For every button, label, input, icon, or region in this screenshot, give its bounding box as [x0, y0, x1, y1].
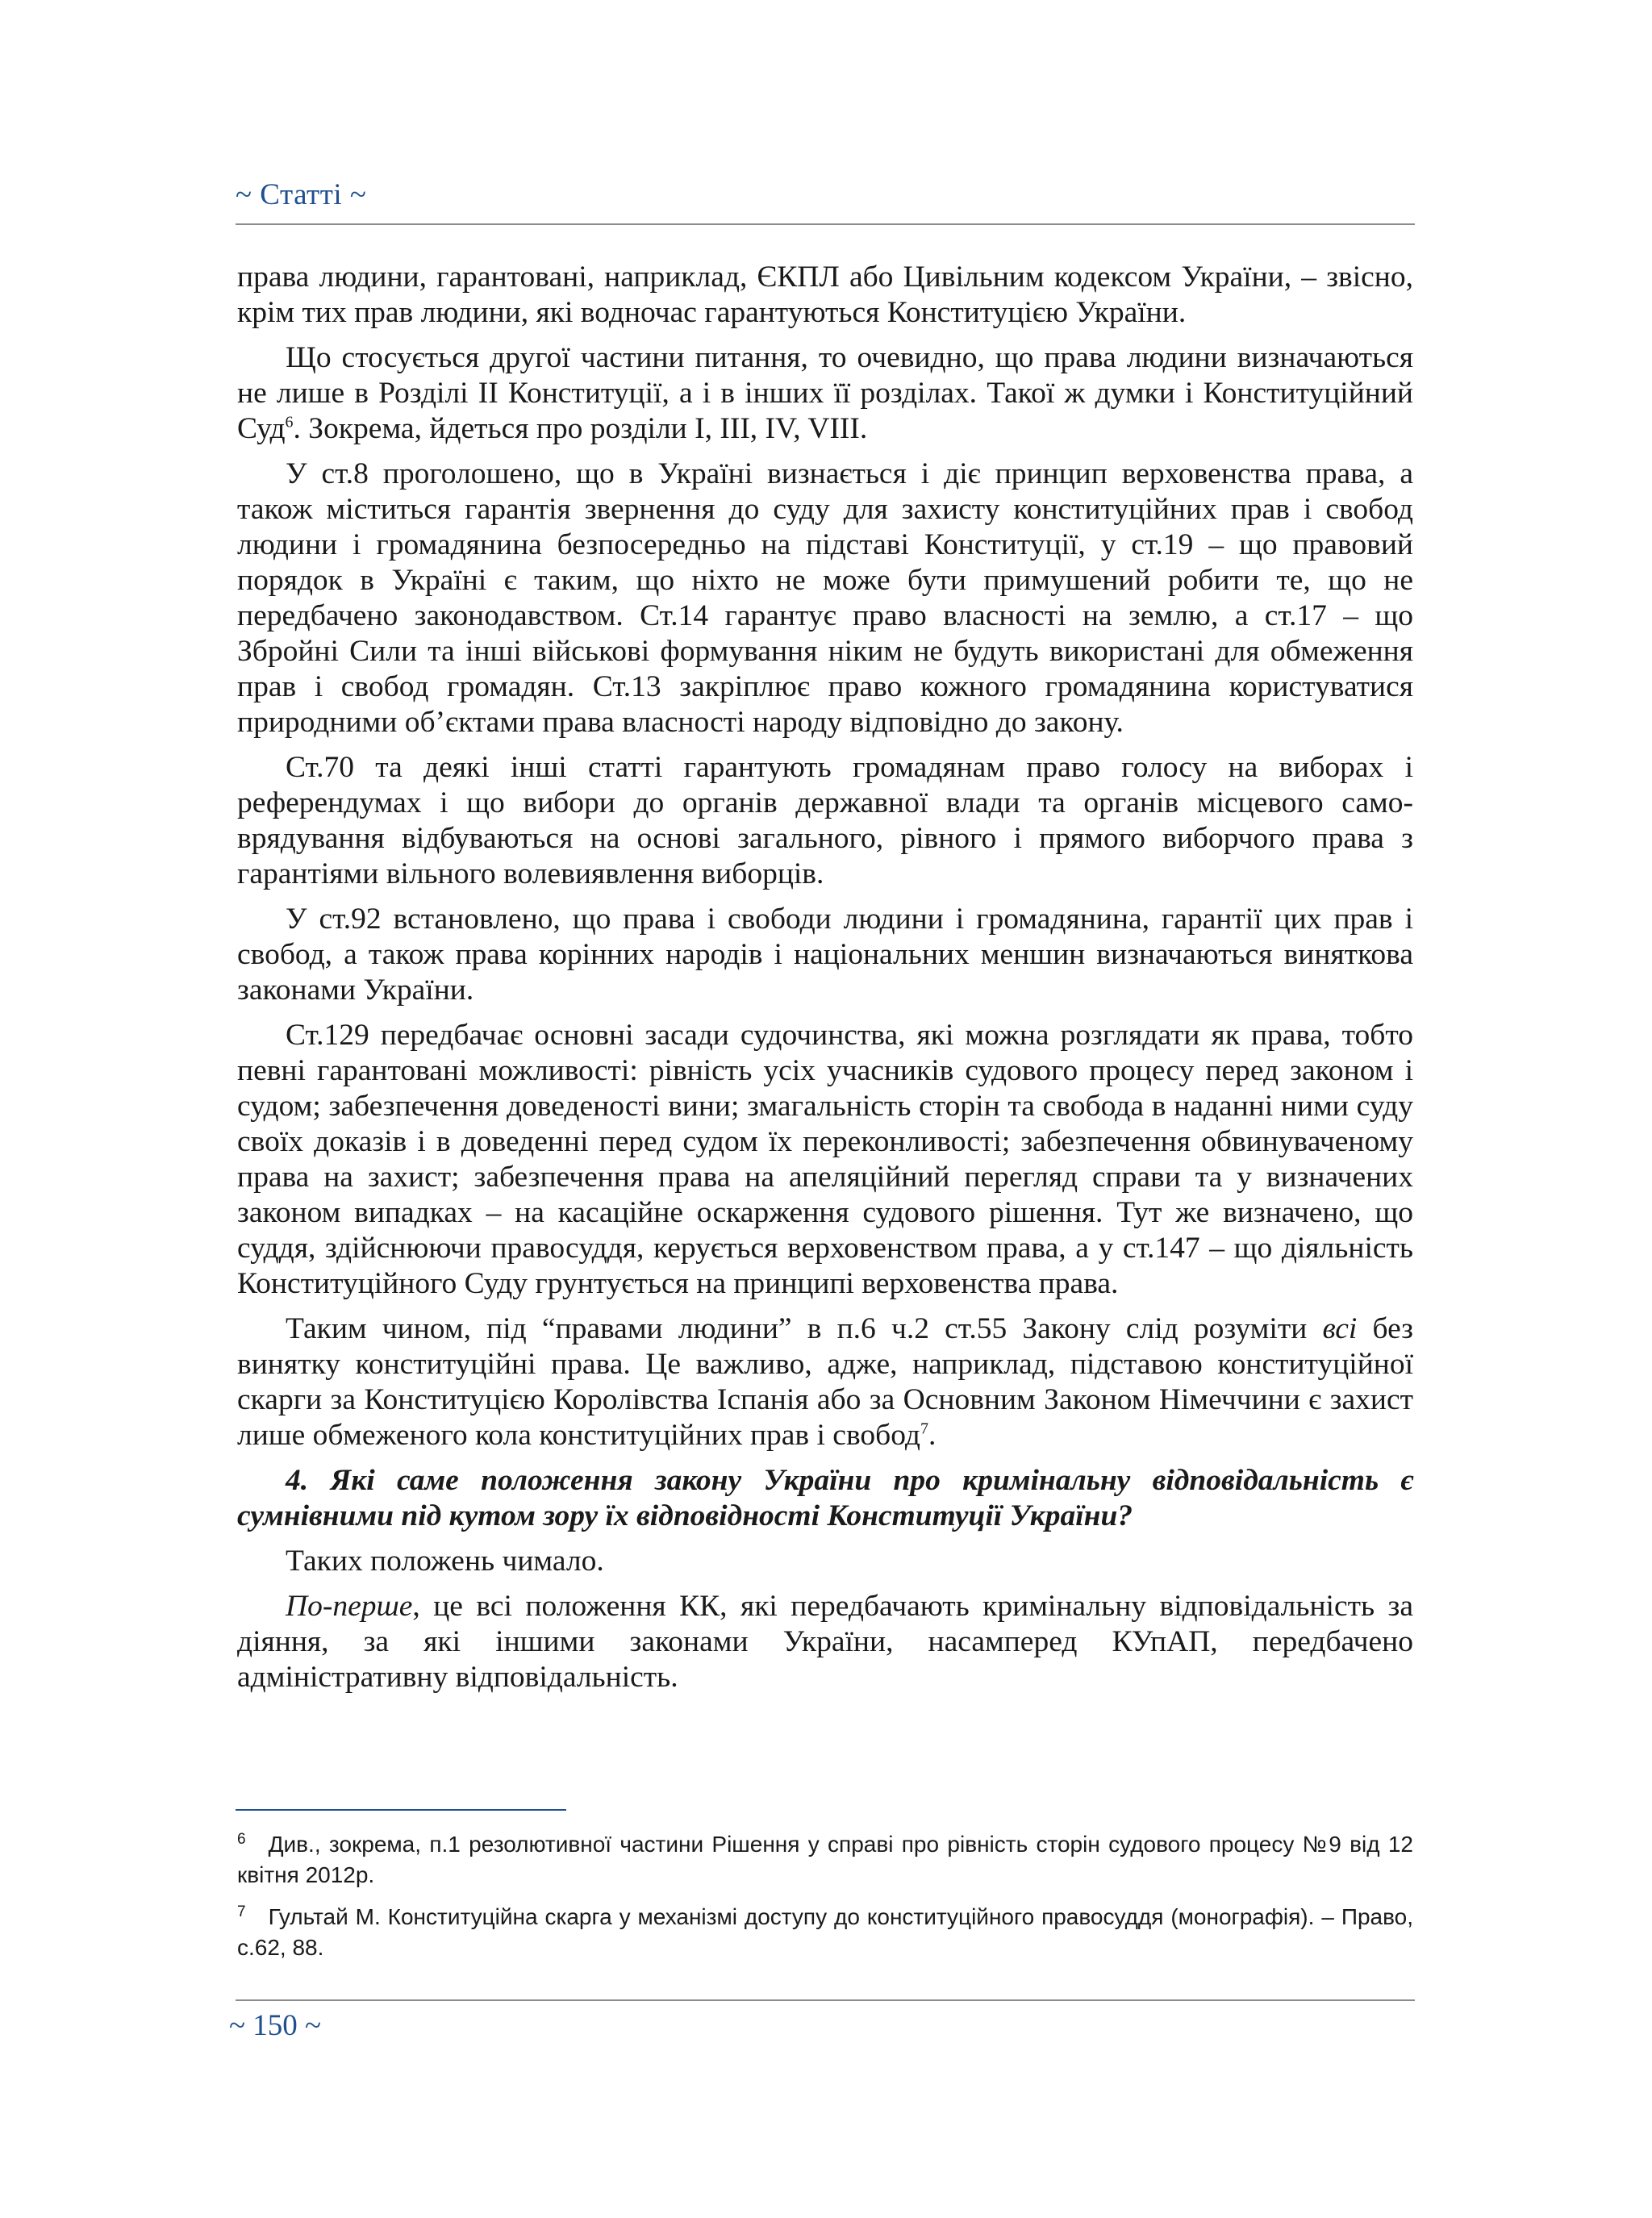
paragraph-2-text-b: . Зокрема, йдеться про розділи І, ІІІ, IV, VIII.: [293, 412, 868, 445]
paragraph-7-text-a: Таким чином, під “правами людини” в п.6 ч.2 ст.55 Закону слід розуміти: [286, 1312, 1323, 1345]
footnote-ref-7[interactable]: 7: [920, 1420, 928, 1438]
paragraph-7-text-b: без винятку конституційні права. Це важливо, адже, наприклад, підставою конституційної скарги за Конституцією Королівства Іспанія або за Основним Законом Німеччини є захист лише обмеженого кола конституційних прав і свобод: [237, 1312, 1413, 1452]
footer-rule: [236, 1999, 1415, 2001]
paragraph-7-text-c: .: [928, 1419, 937, 1452]
footnote-6: [237, 1829, 1413, 1891]
question-heading-4: 4. Які саме положення закону України про кримінальну відповідальність є сумнівними під кутом зору їх відповідності Конституції України?: [237, 1464, 1413, 1532]
footnote-7: [237, 1902, 1413, 1963]
paragraph-1: права людини, гарантовані, наприклад, ЄКПЛ або Цивільним кодексом України, – звісно, крім тих прав людини, які водночас гарантуються Конституцією України.: [237, 261, 1413, 329]
footnotes-section: [237, 1829, 1413, 1974]
paragraph-4: Ст.70 та деякі інші статті гарантують громадянам право голосу на виборах і референдумах і що вибори до органів державної влади та органів місцевого самоврядування відбуваються на основі загального, рівного і прямого виборчого права з гарантіями вільного волевиявлення виборців.: [237, 751, 1413, 890]
footnote-number: 6: [237, 1830, 246, 1848]
running-title: ~ Статті ~: [236, 178, 367, 211]
footnote-text: Див., зокрема, п.1 резолютивної частини Рішення у справі про рівність сторін судового процесу №9 від 12 квітня 2012р.: [237, 1832, 1413, 1887]
page-number: ~ 150 ~: [229, 2009, 322, 2042]
paragraph-7: [237, 1311, 1413, 1453]
paragraph-5: У ст.92 встановлено, що права і свободи людини і громадянина, гарантії цих прав і свобод, а також права корінних народів і національних меншин визначаються виняткова законами України.: [237, 903, 1413, 1007]
paragraph-8: Таких положень чимало.: [286, 1545, 604, 1578]
paragraph-9-emphasis: По-перше: [286, 1590, 413, 1623]
paragraph-6: Ст.129 передбачає основні засади судочинства, які можна розглядати як права, тобто певні гарантовані можливості: рівність усіх учасників судового процесу перед законом і судом; забезпечення доведеності вини; змагальність сторін та свобода в наданні ними суду своїх доказів і в доведенні перед судом їх переконливості; забезпечення обвинуваченому права на захист; забезпечення права на апеляційний перегляд справи та у визначених законом випадках – на касаційне оскарження судового рішення. Тут же визначено, що суддя, здійснюючи правосуддя, керується верховенством права, а у ст.147 – що діяльність Конституційного Суду грунтується на принципі верховенства права.: [237, 1019, 1413, 1300]
paragraph-2: [237, 340, 1413, 447]
paragraph-3: У ст.8 проголошено, що в Україні визнається і діє принцип верховенства права, а також міститься гарантія звернення до суду для захисту конституційних прав і свобод людини і громадянина безпосередньо на підставі Конституції, у ст.19 – що правовий порядок в Україні є таким, що ніхто не може бути примушений робити те, що не передбачено законодавством. Ст.14 гарантує право власності на землю, а ст.17 – що Збройні Сили та інші військові формування ніким не будуть використані для обмеження прав і свобод громадян. Ст.13 закріплює право кожного громадянина користуватися природними об’єктами права власності народу відповідно до закону.: [237, 457, 1413, 739]
paragraph-9: [237, 1589, 1413, 1695]
paragraph-2-text-a: Що стосується другої частини питання, то очевидно, що права людини визначаються не лише в Розділі ІІ Конституції, а і в інших її розділах. Такої ж думки і Конституційний Суд: [237, 341, 1413, 445]
paragraph-7-emphasis: всі: [1322, 1312, 1358, 1345]
paragraph-9-text: , це всі положення КК, які передбачають кримінальну відповідальність за діяння, за які іншими законами України, насамперед КУпАП, передбачено адміністративну відповідальність.: [237, 1590, 1413, 1694]
footnote-separator: [236, 1809, 566, 1811]
footnote-number: 7: [237, 1903, 246, 1920]
footnote-text: Гультай М. Конституційна скарга у механізмі доступу до конституційного правосуддя (монографія). – Право, с.62, 88.: [237, 1904, 1413, 1960]
article-body: [237, 260, 1413, 1705]
footnote-ref-6[interactable]: 6: [285, 413, 294, 432]
header-rule: [236, 223, 1415, 225]
